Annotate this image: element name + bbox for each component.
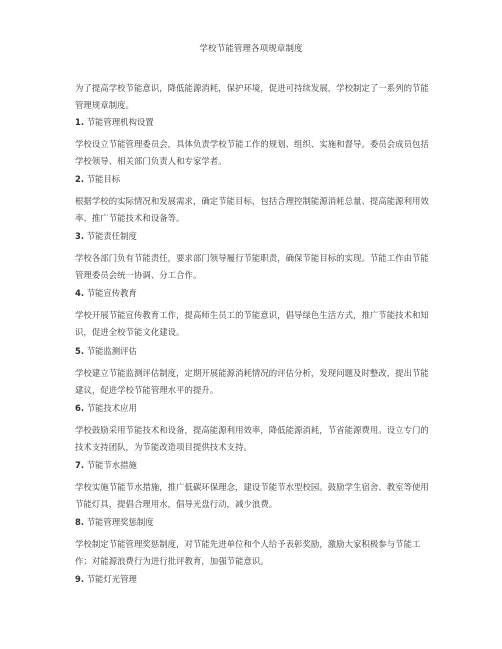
section-body: 学校制定节能管理奖惩制度，对节能先进单位和个人给予表彰奖励，激励大家积极参与节能工作；对能源浪费行为进行批评教育，加强节能意识。: [75, 539, 421, 566]
section-number: 1.: [75, 117, 85, 127]
section-title: 节能技术应用: [86, 403, 137, 413]
section-heading: [75, 517, 431, 528]
section-body: 根据学校的实际情况和发展需求，确定节能目标，包括合理控制能源消耗总量、提高能源利用效率、推广节能技术和设备等。: [75, 196, 429, 223]
section-number: 4.: [75, 288, 85, 298]
section-heading: [75, 460, 431, 471]
section-body: 学校开展节能宣传教育工作，提高师生员工的节能意识，倡导绿色生活方式，推广节能技术和知识，促进全校节能文化建设。: [75, 310, 429, 337]
section-body: 学校实施节能节水措施，推广低碳环保理念，建设节能节水型校园。鼓励学生宿舍、教室等使用节能灯具，提倡合理用水，倡导光盘行动，减少浪费。: [75, 482, 429, 509]
section-body: 学校建立节能监测评估制度，定期开展能源消耗情况的评估分析，发现问题及时整改，提出节能建议，促进学校节能管理水平的提升。: [75, 368, 429, 395]
section-number: 2.: [75, 174, 85, 184]
section-number: 6.: [75, 403, 85, 413]
section-number: 9.: [75, 574, 85, 584]
section-title: 节能监测评估: [86, 346, 137, 356]
section-title: 节能灯光管理: [86, 574, 137, 584]
section-heading: [75, 117, 431, 128]
section-title: 节能责任制度: [86, 231, 137, 241]
section-heading: [75, 346, 431, 357]
section-body: 学校设立节能管理委员会，具体负责学校节能工作的规划、组织、实施和督导。委员会成员包括学校领导、相关部门负责人和专家学者。: [75, 139, 429, 166]
section-number: 3.: [75, 231, 85, 241]
section-title: 节能管理奖惩制度: [86, 517, 154, 527]
section-heading: [75, 231, 431, 242]
intro-paragraph: 为了提高学校节能意识，降低能源消耗，保护环境，促进可持续发展，学校制定了一系列的节能管理规章制度。: [75, 83, 429, 110]
section-heading: [75, 574, 431, 585]
document-title: 学校节能管理各项规章制度: [199, 44, 303, 54]
section-number: 8.: [75, 517, 85, 527]
section-heading: [75, 174, 431, 185]
section-number: 5.: [75, 346, 85, 356]
section-title: 节能目标: [86, 174, 121, 184]
section-heading: [75, 403, 431, 414]
section-heading: [75, 288, 431, 299]
section-title: 节能节水措施: [86, 460, 137, 470]
section-title: 节能宣传教育: [86, 288, 137, 298]
section-body: 学校各部门负有节能责任，要求部门领导履行节能职责，确保节能目标的实现。节能工作由节能管理委员会统一协调、分工合作。: [75, 253, 429, 280]
section-body: 学校鼓励采用节能技术和设备，提高能源利用效率，降低能源消耗，节省能源费用。设立专门的技术支持团队，为节能改造项目提供技术支持。: [75, 425, 429, 452]
section-title: 节能管理机构设置: [86, 117, 154, 127]
section-number: 7.: [75, 460, 85, 470]
